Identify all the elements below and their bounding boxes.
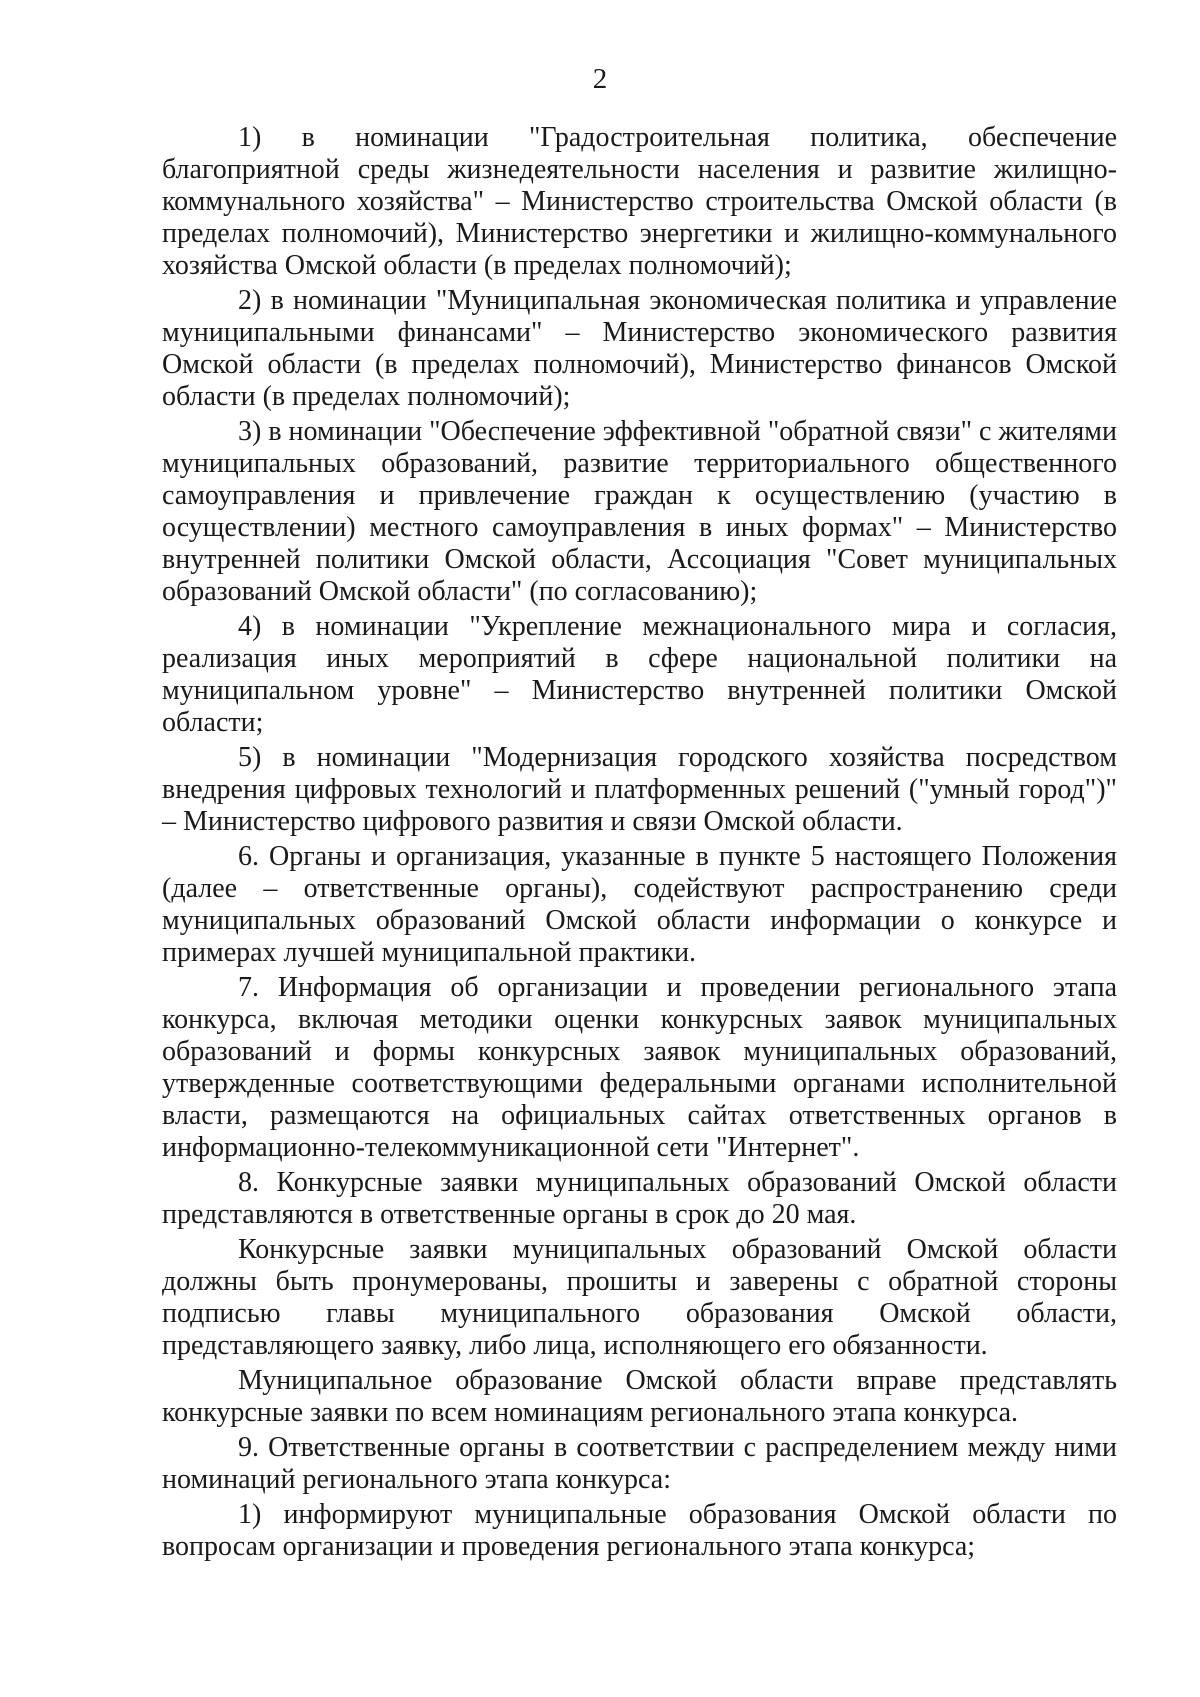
paragraph-clause-7: 7. Информация об организации и проведении регионального этапа конкурса, включая методики оценки конкурсных заявок муниципальных образований и формы конкурсных заявок муниципальных образований, утвержденные соответствующими федеральными органами исполнительной власти, размещаются на официальных сайтах ответственных органов в информационно-телекоммуникационной сети "Интернет".: [162, 972, 1117, 1163]
paragraph-nomination-2: 2) в номинации "Муниципальная экономическая политика и управление муниципальными финансами" – Министерство экономического развития Омской области (в пределах полномочий), Министерство финансов Омской области (в пределах полномочий);: [162, 285, 1117, 412]
document-body: [162, 122, 1117, 1563]
paragraph-clause-9-item-1: 1) информируют муниципальные образования Омской области по вопросам организации и проведения регионального этапа конкурса;: [162, 1499, 1117, 1562]
paragraph-clause-6: 6. Органы и организация, указанные в пункте 5 настоящего Положения (далее – ответственные органы), содействуют распространению среди муниципальных образований Омской области информации о конкурсе и примерах лучшей муниципальной практики.: [162, 841, 1117, 968]
paragraph-clause-8: 8. Конкурсные заявки муниципальных образований Омской области представляются в ответственные органы в срок до 20 мая.: [162, 1167, 1117, 1230]
page-number: 2: [592, 63, 608, 95]
paragraph-nomination-3: 3) в номинации "Обеспечение эффективной "обратной связи" с жителями муниципальных образований, развитие территориального общественного самоуправления и привлечение граждан к осуществлению (участию в осуществлении) местного самоуправления в иных формах" – Министерство внутренней политики Омской области, Ассоциация "Совет муниципальных образований Омской области" (по согласованию);: [162, 416, 1118, 607]
paragraph-nomination-1: 1) в номинации "Градостроительная политика, обеспечение благоприятной среды жизнедеятельности населения и развитие жилищно-коммунального хозяйства" – Министерство строительства Омской области (в пределах полномочий), Министерство энергетики и жилищно-коммунального хозяйства Омской области (в пределах полномочий);: [162, 122, 1117, 281]
paragraph-clause-8-requirements: Конкурсные заявки муниципальных образований Омской области должны быть пронумерованы, прошиты и заверены с обратной стороны подписью главы муниципального образования Омской области, представляющего заявку, либо лица, исполняющего его обязанности.: [162, 1234, 1117, 1361]
paragraph-clause-8-all-nominations: Муниципальное образование Омской области вправе представлять конкурсные заявки по всем номинациям регионального этапа конкурса.: [162, 1365, 1117, 1428]
paragraph-nomination-4: 4) в номинации "Укрепление межнационального мира и согласия, реализация иных мероприятий в сфере национальной политики на муниципальном уровне" – Министерство внутренней политики Омской области;: [162, 611, 1117, 738]
paragraph-clause-9: 9. Ответственные органы в соответствии с распределением между ними номинаций регионального этапа конкурса:: [162, 1432, 1117, 1495]
paragraph-nomination-5: 5) в номинации "Модернизация городского хозяйства посредством внедрения цифровых технологий и платформенных решений ("умный город")" – Министерство цифрового развития и связи Омской области.: [162, 742, 1117, 837]
